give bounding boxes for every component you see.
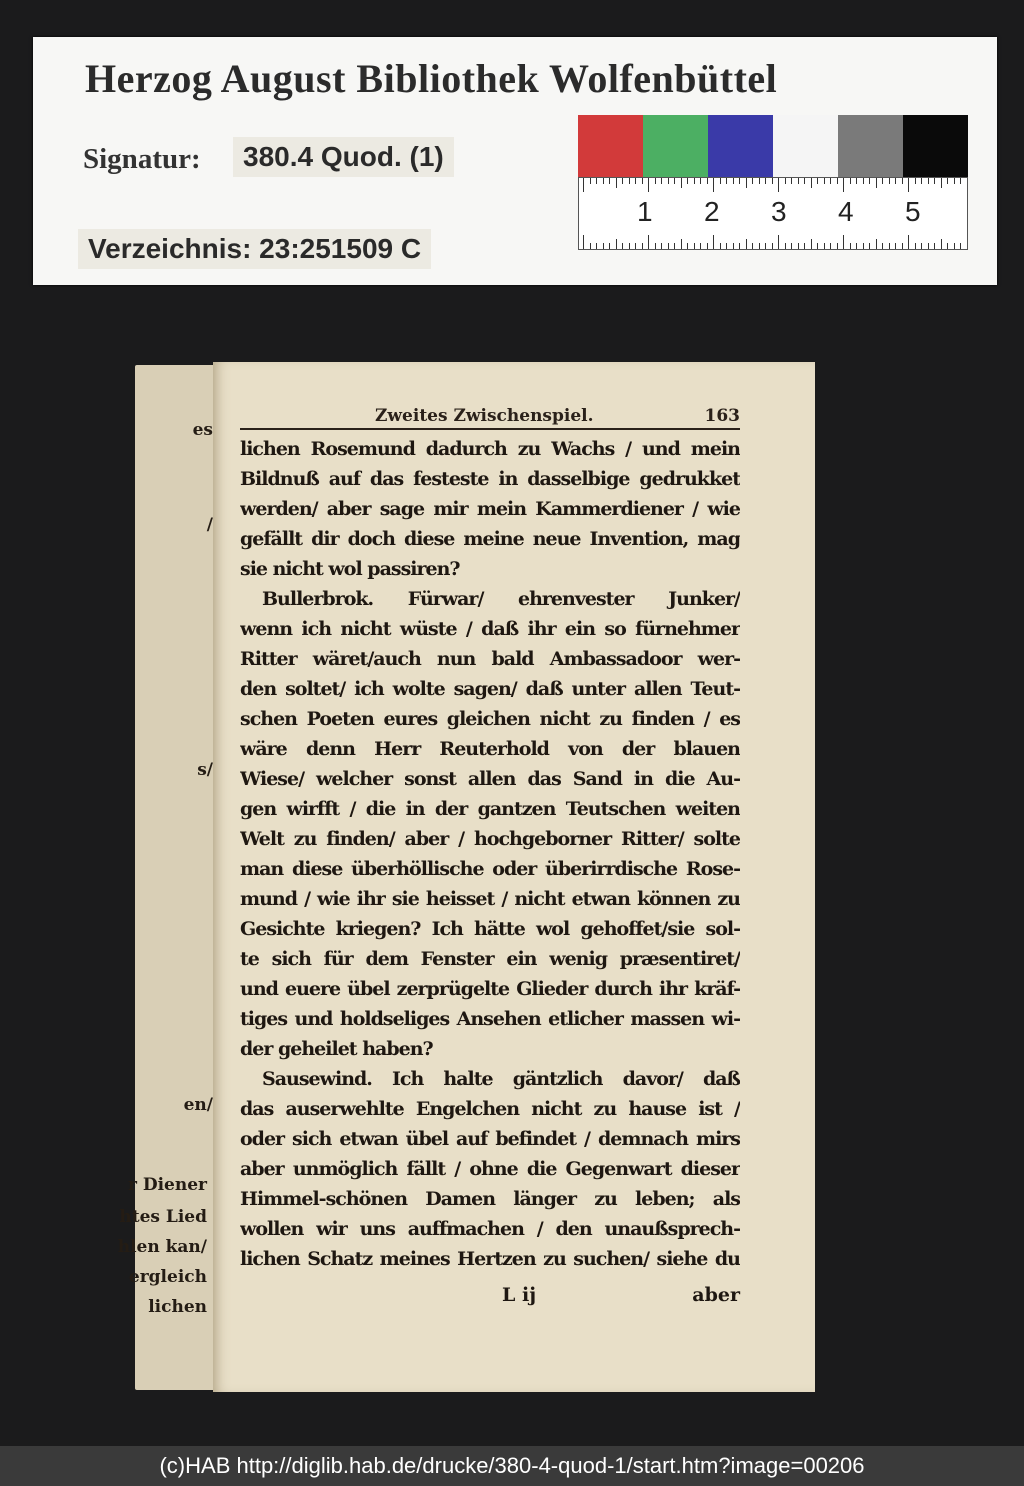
ruler-tick (661, 243, 662, 249)
ruler-tick (726, 243, 727, 249)
ruler-tick (798, 243, 799, 249)
ruler-tick (902, 178, 903, 184)
ruler-tick (733, 178, 734, 184)
ruler-tick (804, 178, 805, 184)
color-swatch (773, 115, 838, 177)
ruler-tick (635, 178, 636, 184)
ruler-tick (707, 178, 708, 184)
ruler-tick (752, 178, 753, 184)
ruler-tick (733, 243, 734, 249)
signatur-value: 380.4 Quod. (1) (233, 137, 454, 177)
ruler-tick (856, 243, 857, 249)
text-line: Himmel-schönen Damen länger zu leben; als (240, 1188, 740, 1210)
signatur-label: Signatur: (83, 143, 201, 175)
ruler-tick (856, 178, 857, 184)
ruler-tick (596, 178, 597, 184)
ruler-tick (850, 243, 851, 249)
ruler-tick (772, 243, 773, 249)
ruler-tick (954, 243, 955, 249)
left-page-fragment: hlen kan/ (117, 1237, 207, 1257)
ruler-tick (778, 178, 779, 192)
ruler-tick (863, 243, 864, 249)
ruler-tick (655, 178, 656, 184)
ruler-tick (928, 243, 929, 249)
color-calibration-chart (578, 115, 968, 177)
ruler-tick (694, 178, 695, 184)
ruler-tick (772, 178, 773, 184)
library-header-card (33, 37, 997, 285)
ruler-tick (713, 235, 714, 249)
ruler-tick (791, 178, 792, 184)
ruler-tick (863, 178, 864, 184)
ruler-tick (629, 178, 630, 184)
ruler-tick (720, 178, 721, 184)
ruler-tick (869, 243, 870, 249)
text-line: tiges und holdseliges Ansehen etlicher massen wi- (240, 1008, 740, 1030)
ruler-tick (960, 178, 961, 184)
ruler-tick (843, 178, 844, 192)
ruler-tick (642, 243, 643, 249)
ruler-tick (609, 243, 610, 249)
ruler-tick (817, 243, 818, 249)
text-line: Ritter wäret/auch nun bald Ambassadoor wer- (240, 648, 740, 670)
ruler-tick (837, 178, 838, 184)
ruler-tick (596, 243, 597, 249)
text-line: der geheilet haben? (240, 1038, 433, 1060)
verzeichnis-label: Verzeichnis: 23:251509 C (78, 229, 431, 269)
text-line: gen wirfft / die in der gantzen Teutschen weiten (240, 798, 740, 820)
ruler-tick (804, 243, 805, 249)
ruler-tick (687, 243, 688, 249)
ruler-tick (746, 178, 747, 188)
text-line: wollen wir uns auffmachen / den unaußsprech- (240, 1218, 740, 1240)
ruler-tick (726, 178, 727, 184)
ruler-tick (934, 178, 935, 184)
ruler-tick (603, 178, 604, 184)
left-page-fragment: htes Lied (119, 1207, 207, 1227)
ruler-tick (921, 178, 922, 184)
text-line: wenn ich nicht wüste / daß ihr ein so fürnehmer (240, 618, 740, 640)
ruler-tick (739, 178, 740, 184)
ruler-tick (941, 239, 942, 249)
ruler-tick (850, 178, 851, 184)
text-line: te sich für dem Fenster ein wenig præsentiret/ (240, 948, 740, 970)
ruler-tick (648, 178, 649, 192)
text-line: Sausewind. Ich halte gäntzlich davor/ daß (262, 1068, 740, 1090)
ruler-tick (583, 178, 584, 192)
ruler-tick (622, 243, 623, 249)
text-line: lichen Rosemund dadurch zu Wachs / und mein (240, 438, 740, 460)
ruler-tick (928, 178, 929, 184)
text-line: schen Poeten eures gleichen nicht zu finden / es (240, 708, 740, 730)
ruler-tick (759, 178, 760, 184)
ruler-tick (603, 243, 604, 249)
library-title: Herzog August Bibliothek Wolfenbüttel (85, 56, 778, 101)
ruler-tick (778, 235, 779, 249)
color-swatch (708, 115, 773, 177)
ruler-tick (947, 243, 948, 249)
ruler-number: 5 (905, 196, 921, 227)
ruler-tick (609, 178, 610, 184)
ruler-tick (843, 235, 844, 249)
text-line: man diese überhöllische oder überirrdische Rose- (240, 858, 740, 880)
ruler-tick (895, 178, 896, 184)
left-page-fragment: lichen (148, 1297, 207, 1317)
color-swatch (643, 115, 708, 177)
text-line: oder sich etwan übel auf befindet / demnach mirs (240, 1128, 740, 1150)
ruler-tick (739, 243, 740, 249)
ruler-tick (908, 178, 909, 192)
text-line: gefällt dir doch diese meine neue Invention, mag (240, 528, 740, 550)
page-number: 163 (704, 406, 740, 426)
ruler-tick (947, 178, 948, 184)
left-page-fragment: ergleich (128, 1267, 207, 1287)
left-page-edge (117, 365, 215, 1390)
ruler-tick (635, 243, 636, 249)
ruler-tick (668, 243, 669, 249)
text-line: lichen Schatz meines Hertzen zu suchen/ siehe du (240, 1248, 740, 1270)
catchword: aber (692, 1284, 740, 1306)
left-page-fragment: / (206, 515, 213, 535)
ruler-number: 4 (838, 196, 854, 227)
ruler-tick (707, 243, 708, 249)
ruler-tick (811, 239, 812, 249)
copyright-caption: (c)HAB http://diglib.hab.de/drucke/380-4-quod-1/start.htm?image=00206 (0, 1446, 1024, 1486)
left-page-fragment: es (192, 420, 213, 440)
ruler-tick (954, 178, 955, 184)
ruler-tick (746, 239, 747, 249)
ruler-tick (700, 178, 701, 184)
ruler-number: 2 (704, 196, 720, 227)
ruler-tick (642, 178, 643, 184)
ruler-tick (583, 235, 584, 249)
ruler-tick (590, 243, 591, 249)
ruler-tick (759, 243, 760, 249)
ruler-tick (830, 243, 831, 249)
left-page-fragment: s/ (197, 760, 213, 780)
ruler-tick (700, 243, 701, 249)
ruler-tick (681, 239, 682, 249)
ruler-tick (622, 178, 623, 184)
ruler-tick (876, 239, 877, 249)
ruler-tick (785, 243, 786, 249)
text-line: das auserwehlte Engelchen nicht zu hause ist / (240, 1098, 740, 1120)
text-line: Bildnuß auf das festeste in dasselbige gedrukket (240, 468, 740, 490)
color-swatch (903, 115, 968, 177)
ruler-tick (655, 243, 656, 249)
ruler-number: 3 (771, 196, 787, 227)
text-line: wäre denn Herr Reuterhold von der blauen (240, 738, 740, 760)
ruler-tick (616, 178, 617, 188)
ruler-tick (674, 243, 675, 249)
ruler-tick (765, 178, 766, 184)
text-line: Bullerbrok. Fürwar/ ehrenvester Junker/ (262, 588, 740, 610)
ruler-tick (837, 243, 838, 249)
book-page (213, 362, 815, 1392)
ruler-tick (869, 178, 870, 184)
ruler-tick (668, 178, 669, 184)
ruler-tick (889, 243, 890, 249)
ruler-tick (713, 178, 714, 192)
ruler-tick (915, 178, 916, 184)
ruler-tick (908, 235, 909, 249)
ruler-tick (785, 178, 786, 184)
ruler-number: 1 (637, 196, 653, 227)
running-head-title: Zweites Zwischenspiel. (375, 406, 594, 426)
ruler-tick (882, 178, 883, 184)
ruler-tick (824, 243, 825, 249)
ruler-tick (629, 243, 630, 249)
left-page-fragment: r Diener (127, 1175, 207, 1195)
ruler-tick (941, 178, 942, 188)
left-page-fragment: en/ (183, 1095, 213, 1115)
text-line: Wiese/ welcher sonst allen das Sand in die Au- (240, 768, 740, 790)
text-line: aber unmöglich fällt / ohne die Gegenwart dieser (240, 1158, 740, 1180)
ruler-tick (876, 178, 877, 188)
page-body-text (240, 434, 740, 1274)
color-swatch (838, 115, 903, 177)
scale-ruler (578, 177, 968, 250)
ruler-tick (681, 178, 682, 188)
text-line: sie nicht wol passiren? (240, 558, 460, 580)
color-swatch (578, 115, 643, 177)
ruler-tick (889, 178, 890, 184)
text-line: werden/ aber sage mir mein Kammerdiener / wie (240, 498, 740, 520)
ruler-tick (824, 178, 825, 184)
ruler-tick (934, 243, 935, 249)
ruler-tick (661, 178, 662, 184)
ruler-tick (791, 243, 792, 249)
text-line: mund / wie ihr sie heisset / nicht etwan können zu (240, 888, 740, 910)
ruler-tick (798, 178, 799, 184)
ruler-tick (895, 243, 896, 249)
text-line: den soltet/ ich wolte sagen/ daß unter allen Teut- (240, 678, 740, 700)
ruler-tick (720, 243, 721, 249)
ruler-tick (915, 243, 916, 249)
ruler-tick (811, 178, 812, 188)
ruler-tick (817, 178, 818, 184)
text-line: Welt zu finden/ aber / hochgeborner Ritter/ solte (240, 828, 740, 850)
text-line: und euere übel zerprügelte Glieder durch ihr kräf- (240, 978, 740, 1000)
ruler-tick (921, 243, 922, 249)
text-line: Gesichte kriegen? Ich hätte wol gehoffet/sie sol- (240, 918, 740, 940)
ruler-tick (648, 235, 649, 249)
ruler-tick (687, 178, 688, 184)
ruler-tick (694, 243, 695, 249)
ruler-tick (882, 243, 883, 249)
running-head (240, 406, 740, 430)
ruler-tick (590, 178, 591, 184)
ruler-tick (960, 243, 961, 249)
ruler-tick (765, 243, 766, 249)
ruler-tick (674, 178, 675, 184)
ruler-tick (902, 243, 903, 249)
ruler-tick (830, 178, 831, 184)
ruler-tick (616, 239, 617, 249)
signature-mark: L ij (502, 1284, 537, 1306)
ruler-tick (752, 243, 753, 249)
